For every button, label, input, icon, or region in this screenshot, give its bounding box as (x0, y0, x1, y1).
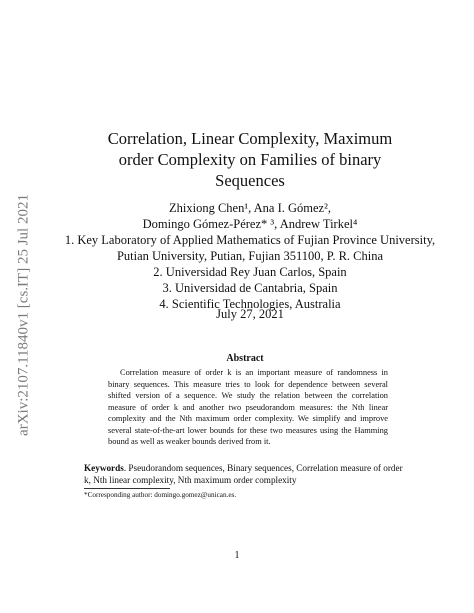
title-line: order Complexity on Families of binary (118, 150, 382, 169)
title-line: Sequences (215, 171, 285, 190)
abstract-heading: Abstract (226, 353, 264, 364)
keywords-list: . Pseudorandom sequences, Binary sequences, Correlation measure of order k, Nth linear complexity, Nth maximum order complexity (84, 463, 403, 485)
footnote-rule (84, 488, 170, 489)
affiliation-line: 4. Scientific Technologies, Australia (159, 297, 341, 311)
affiliation-line: 2. Universidad Rey Juan Carlos, Spain (153, 265, 347, 279)
keywords-label: Keywords (84, 463, 124, 473)
author-line: Domingo Gómez-Pérez* ³, Andrew Tirkel⁴ (142, 217, 358, 231)
paper-title (80, 128, 420, 191)
keywords-section (84, 462, 410, 486)
arxiv-sidebar (12, 150, 36, 480)
footnote: *Corresponding author: domingo.gomez@unican.es. (84, 491, 237, 499)
arxiv-identifier: arXiv:2107.11840v1 [cs.IT] 25 Jul 2021 (15, 194, 32, 436)
publication-date: July 27, 2021 (216, 307, 284, 321)
affiliation-line: 3. Universidad de Cantabria, Spain (162, 281, 338, 295)
affiliation-line: 1. Key Laboratory of Applied Mathematics of Fujian Province University, (64, 233, 436, 247)
abstract-body: Correlation measure of order k is an important measure of randomness in binary sequences. This measure tries to look for dependence between several shifted version of a sequence. We study the relation between the correlation measure of order k and another two pseudorandom measures: the Nth linear complexity and the Nth maximum order complexity. We simplify and improve several state-of-the-art lower bounds for these two measures using the Hamming bound as well as weaker bounds derived from it. (108, 368, 388, 446)
author-affiliations (60, 200, 440, 312)
affiliation-line: Putian University, Putian, Fujian 351100, P. R. China (116, 249, 384, 263)
author-line: Zhixiong Chen¹, Ana I. Gómez², (169, 201, 331, 215)
title-line: Correlation, Linear Complexity, Maximum (107, 129, 393, 148)
page-number: 1 (234, 550, 240, 561)
